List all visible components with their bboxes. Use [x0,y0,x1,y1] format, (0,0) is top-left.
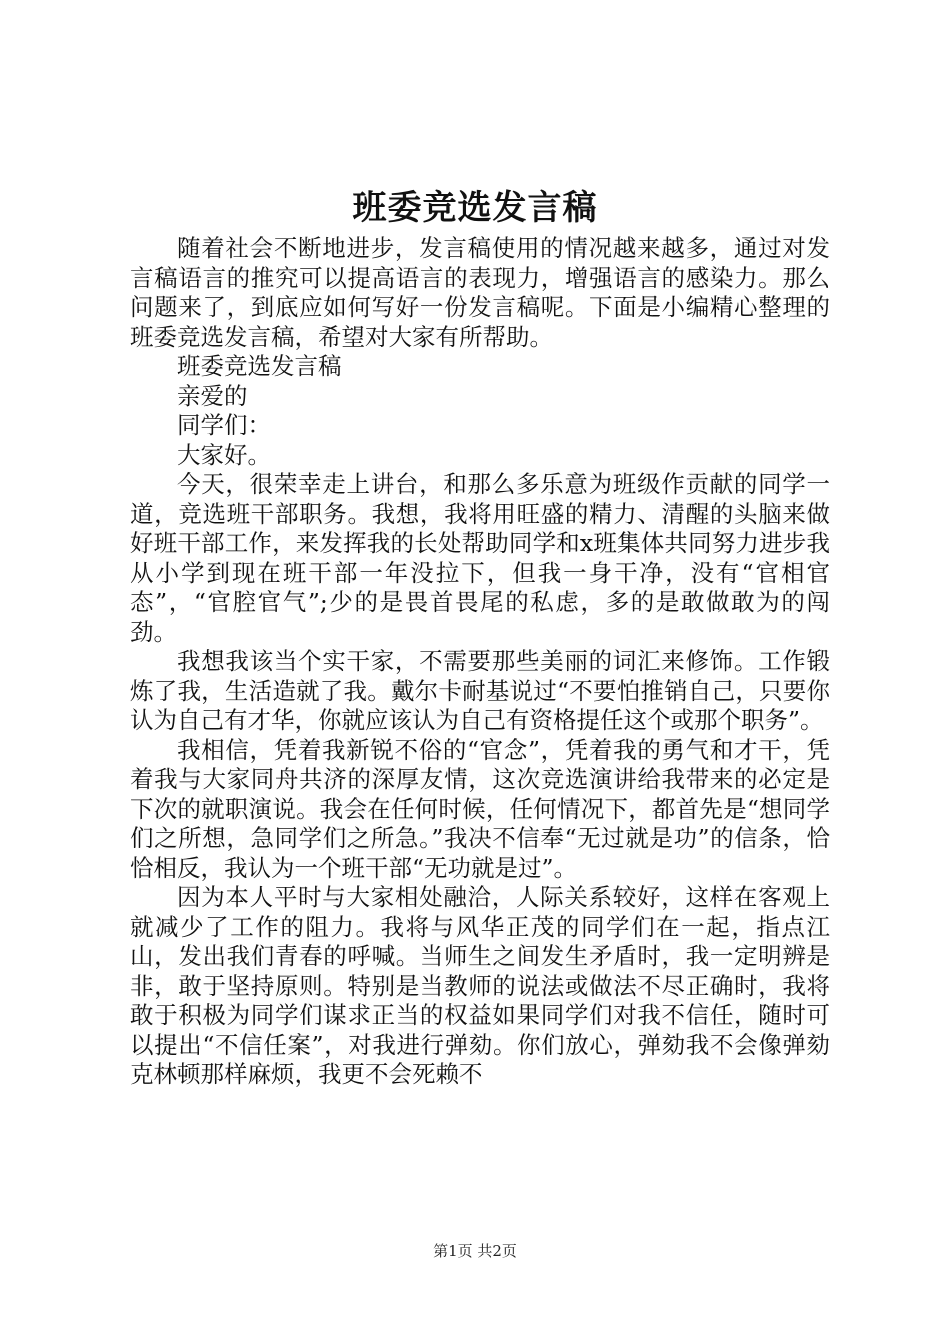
document-body [130,234,830,1090]
paragraph-subtitle: 班委竞选发言稿 [177,352,342,380]
paragraph-greeting: 大家好。 [177,440,271,469]
paragraph-salutation-2: 同学们： [177,411,271,439]
paragraph-body-1: 今天，很荣幸走上讲台，和那么多乐意为班级作贡献的同学一道，竞选班干部职务。我想，我将用旺盛的精力、清醒的头脑来做好班干部工作，来发挥我的长处帮助同学和x班集体共同努力进步我从小学到现在班干部一年没拉下，但我一身干净，没有“官相官态”，“官腔官气”;少的是畏首畏尾的私虑，多的是敢做敢为的闯劲。 [130,470,830,646]
paragraph-salutation: 亲爱的 [177,381,248,410]
page-number: 第1页 共2页 [433,1242,517,1260]
paragraph-body-3: 我相信，凭着我新锐不俗的“官念”，凭着我的勇气和才干，凭着我与大家同舟共济的深厚友情，这次竞选演讲给我带来的必定是下次的就职演说。我会在任何时候，任何情况下，都首先是“想同学们之所想，急同学们之所急。”我决不信奉“无过就是功”的信条，恰恰相反，我认为一个班干部“无功就是过”。 [130,735,830,882]
paragraph-intro: 随着社会不断地进步，发言稿使用的情况越来越多，通过对发言稿语言的推究可以提高语言的表现力，增强语言的感染力。那么问题来了，到底应如何写好一份发言稿呢。下面是小编精心整理的班委竞选发言稿，希望对大家有所帮助。 [130,234,830,351]
paragraph-body-2: 我想我该当个实干家，不需要那些美丽的词汇来修饰。工作锻炼了我，生活造就了我。戴尔卡耐基说过“不要怕推销自己，只要你认为自己有才华，你就应该认为自己有资格提任这个或那个职务”。 [130,647,830,734]
document-title: 班委竞选发言稿 [352,188,598,228]
paragraph-body-4: 因为本人平时与大家相处融洽，人际关系较好，这样在客观上就减少了工作的阻力。我将与风华正茂的同学们在一起，指点江山，发出我们青春的呼喊。当师生之间发生矛盾时，我一定明辨是非，敢于坚持原则。特别是当教师的说法或做法不尽正确时，我将敢于积极为同学们谋求正当的权益如果同学们对我不信任，随时可以提出“不信任案”，对我进行弹劾。你们放心，弹劾我不会像弹劾克林顿那样麻烦，我更不会死赖不 [130,883,830,1088]
